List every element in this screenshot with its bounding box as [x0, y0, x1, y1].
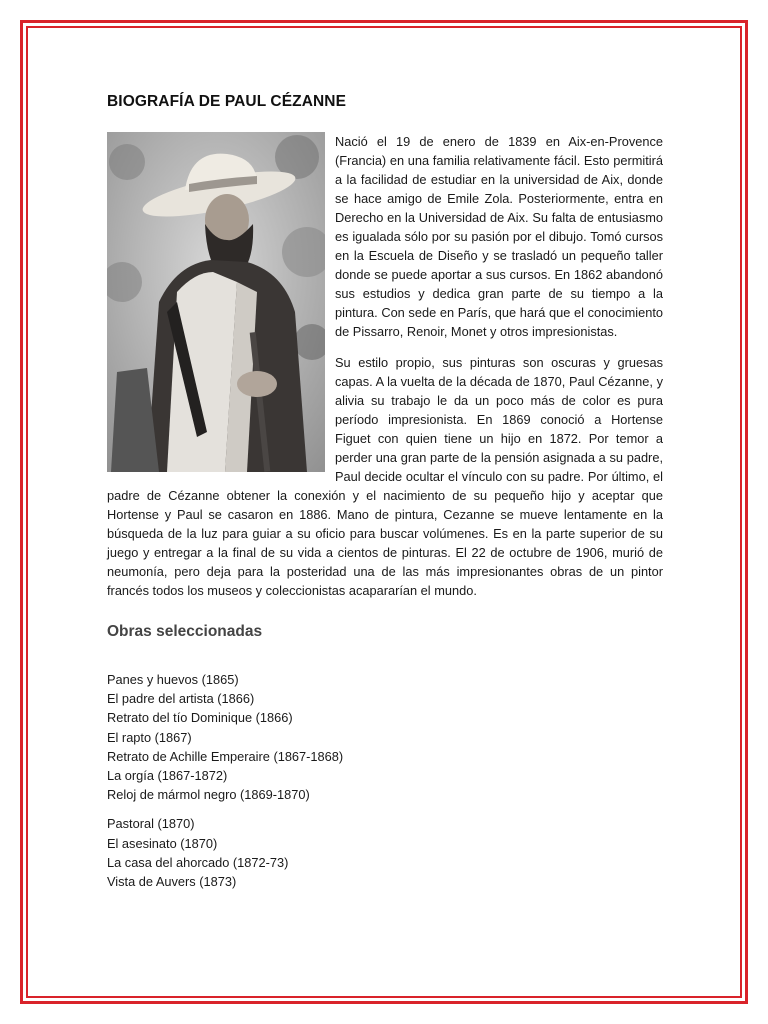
work-item: La orgía (1867-1872) — [107, 768, 228, 784]
work-item: Pastoral (1870) — [107, 816, 195, 832]
work-item: Vista de Auvers (1873) — [107, 874, 237, 890]
work-item: El rapto (1867) — [107, 729, 192, 745]
document-body — [107, 92, 663, 891]
works-list-1 — [107, 670, 663, 804]
work-item: La casa del ahorcado (1872-73) — [107, 854, 289, 870]
portrait-photo — [107, 132, 325, 472]
biography-paragraph-2: Su estilo propio, sus pinturas son oscuras y gruesas capas. A la vuelta de la década de 1870, Paul Cézanne, y alivia su trabajo le da un poco más de color es pura período impresionista. En 1869 conoció a Hortense Figuet con quien tiene un hijo en 1872. Por temor a perder una gran parte de la pensión asignada a su padre, Paul decide ocultar el vínculo con su padre. Por último, el padre de Cézanne obtener la conexión y el nacimiento de su pequeño hijo y aceptar que Hortense y Paul se casaron en 1886. Mano de pintura, Cezanne se mueve lentamente en la búsqueda de la luz para guiar a su oficio para buscar volúmenes. Es en la parte superior de su juego y entregar a la final de su vida a cientos de pinturas. El 22 de octubre de 1906, murió de neumonía, pero deja para la posteridad una de las más impresionantes obras de un pintor francés todos los museos y coleccionistas acapararían el mundo. — [107, 355, 663, 598]
page-title: BIOGRAFÍA DE PAUL CÉZANNE — [107, 93, 347, 110]
work-item: Reloj de mármol negro (1869-1870) — [107, 787, 310, 803]
works-list-2 — [107, 814, 663, 891]
biography-paragraph-1: Nació el 19 de enero de 1839 en Aix-en-Provence (Francia) en una familia relativamente fácil. Esto permitirá a la facilidad de estudiar en la universidad de Aix, donde se hace amigo de Emile Zola. Posteriormente, entra en Derecho en la Universidad de Aix. Su falta de entusiasmo es igualada sólo por su pasión por el dibujo. Tomó cursos en la Escuela de Diseño y se trasladó un pequeño taller donde se puede aportar a sus cursos. En 1862 abandonó sus estudios y dedica gran parte de su tiempo a la pintura. Con sede en París, que hará que el conocimiento de Pissarro, Renoir, Monet y otros impresionistas. — [335, 134, 663, 339]
work-item: Retrato del tío Dominique (1866) — [107, 710, 293, 726]
work-item: Retrato de Achille Emperaire (1867-1868) — [107, 748, 344, 764]
work-item: El padre del artista (1866) — [107, 691, 255, 707]
work-item: El asesinato (1870) — [107, 835, 218, 851]
works-heading: Obras seleccionadas — [107, 623, 263, 640]
work-item: Panes y huevos (1865) — [107, 672, 239, 687]
